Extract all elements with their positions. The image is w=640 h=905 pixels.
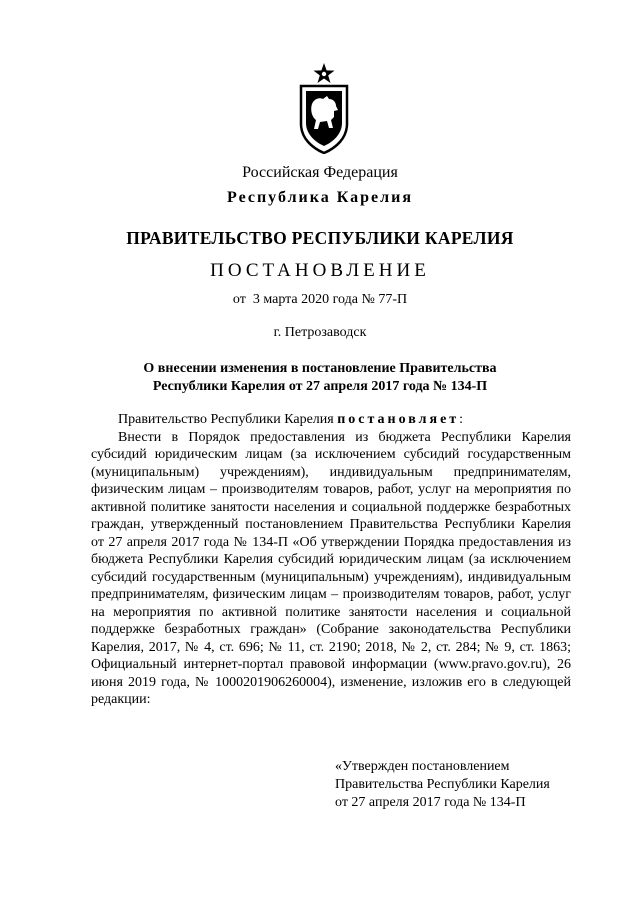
city-name: г. Петрозаводск: [273, 325, 367, 340]
country-name: Российская Федерация: [242, 164, 398, 181]
approval-line-2: Правительства Республики Карелия: [335, 777, 550, 792]
government-title: ПРАВИТЕЛЬСТВО РЕСПУБЛИКИ КАРЕЛИЯ: [126, 228, 514, 248]
document-type: ПОСТАНОВЛЕНИЕ: [210, 260, 430, 281]
decree-date-number: от 3 марта 2020 года № 77-П: [232, 292, 408, 307]
coat-of-arms-emblem: [298, 62, 350, 154]
subject-line-2: Республики Карелия от 27 апреля 2017 года № 134-П: [152, 379, 488, 394]
amendment-paragraph: Внести в Порядок предоставления из бюджета Республики Карелия субсидий юридическим лицам (за исключением субсидий государственным (муниципальным) учреждениям), индивидуальным предпринимателям, физическим лицам – производителям товаров, работ, услуг на мероприятия по активной политике занятости населения и социальной поддержке безработных граждан, утвержденный постановлением Правительства Республики Карелия от 27 апреля 2017 года № 134-П «Об утверждении Порядка предоставления из бюджета Республики Карелия субсидий юридическим лицам (за исключением субсидий государственным (муниципальным) учреждениям), индивидуальным предпринимателям, физическим лицам – производителям товаров, работ, услуг на мероприятия по активной политике занятости населения и социальной поддержке безработных граждан» (Собрание законодательства Республики Карелия, 2017, № 4, ст. 696; № 11, ст. 2190; 2018, № 2, ст. 284; № 9, ст. 1863; Официальный интернет-портал правовой информации (www.pravo.gov.ru), 26 июня 2019 года, № 1000201906260004), изменение, изложив его в следующей редакции:: [91, 429, 571, 707]
decree-body: [91, 411, 571, 709]
approval-stamp: [335, 758, 550, 812]
resolution-verb: постановляет: [337, 412, 460, 427]
subject-line-1: О внесении изменения в постановление Правительства: [143, 361, 497, 376]
approval-line-1: «Утвержден постановлением: [335, 759, 510, 774]
resolution-colon: :: [459, 412, 464, 427]
resolution-intro: Правительство Республики Карелия: [118, 412, 338, 427]
decree-subject: [0, 360, 640, 396]
resolution-paragraph: [91, 411, 571, 429]
approval-line-3: от 27 апреля 2017 года № 134-П: [335, 795, 526, 810]
republic-name: Республика Карелия: [227, 189, 413, 206]
star-icon: [314, 63, 335, 83]
